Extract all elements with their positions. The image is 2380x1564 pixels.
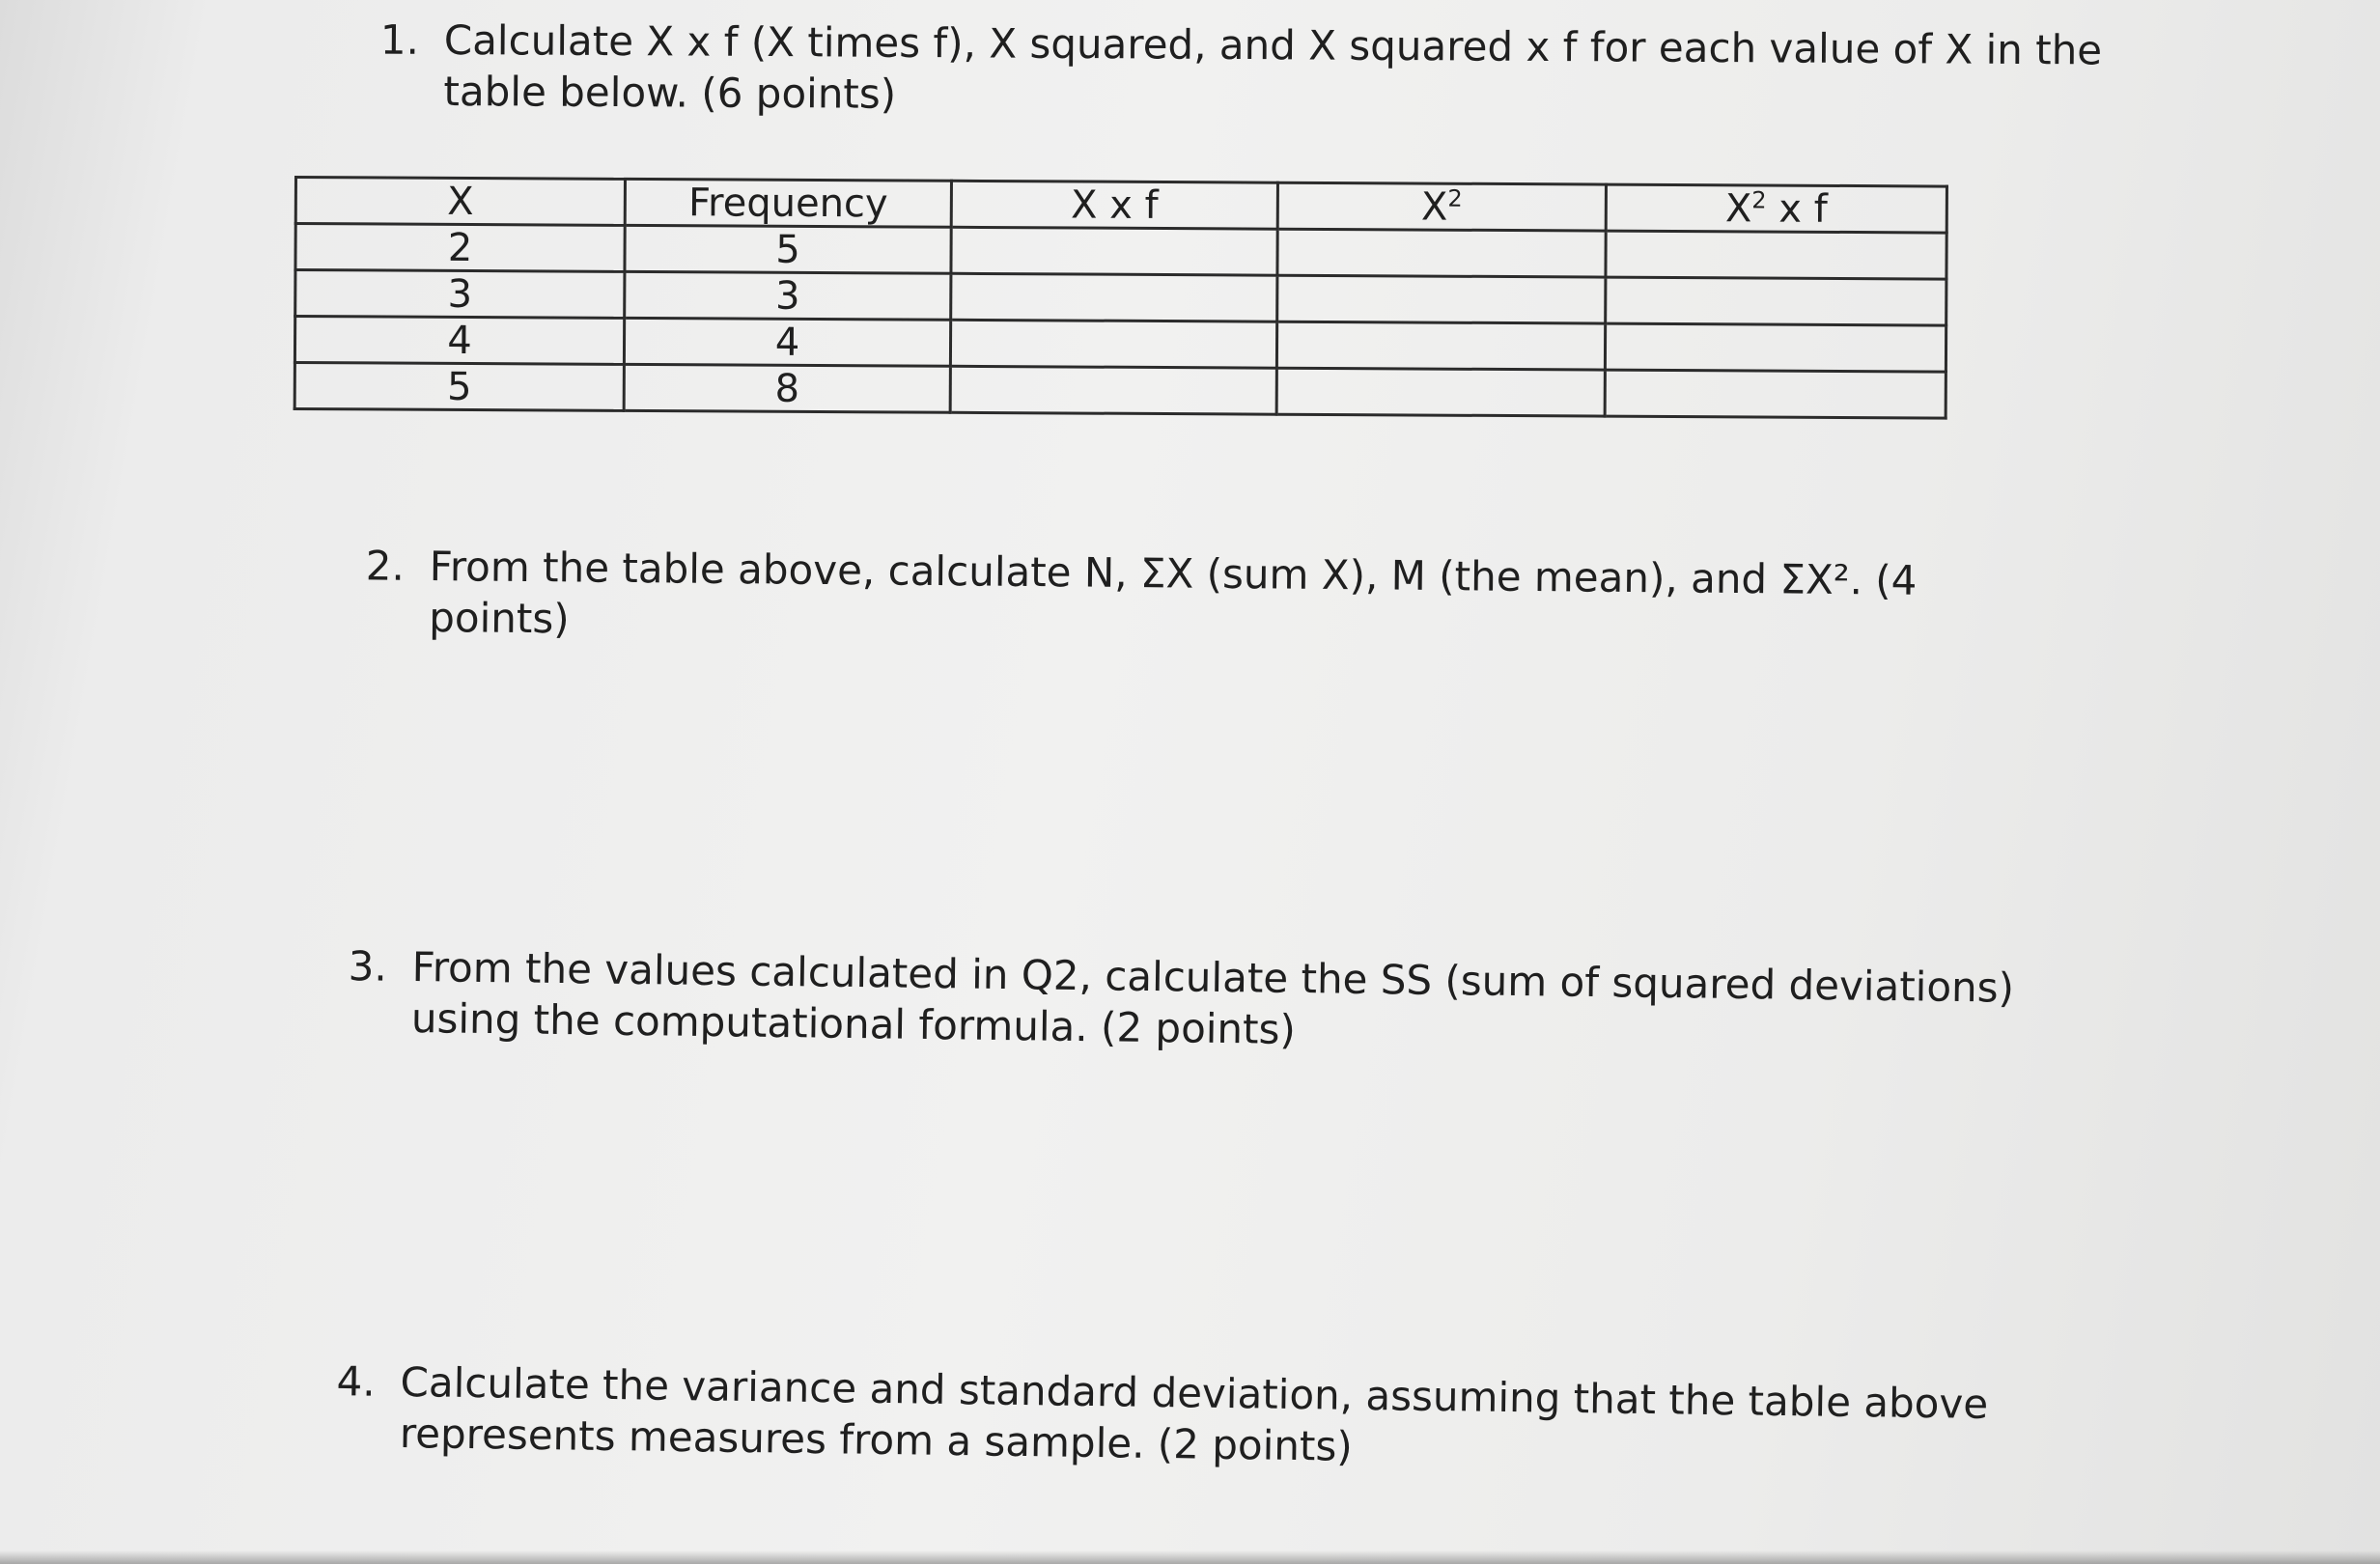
cell-x: 3	[295, 270, 625, 319]
cell-frequency: 4	[624, 318, 950, 366]
header-x-times-f: X x f	[951, 181, 1277, 229]
header-x: X	[295, 178, 625, 226]
cell-x-times-f	[951, 273, 1277, 321]
question-3	[348, 941, 2131, 1066]
header-x-squared-exponent: 2	[1447, 184, 1463, 212]
cell-frequency: 3	[625, 271, 951, 320]
question-text: Calculate X x f (X times f), X squared, and X squared x f for each value of X in the table below. (6 points)	[443, 15, 2103, 118]
cell-x-times-f	[951, 227, 1277, 275]
cell-x-squared	[1277, 275, 1606, 323]
header-x-squared-f-base: X	[1724, 185, 1752, 231]
cell-x-squared-times-f	[1605, 370, 1946, 418]
question-2	[365, 541, 2013, 658]
question-4	[336, 1356, 2139, 1483]
header-x-squared	[1277, 182, 1606, 231]
page-edge-shadow	[0, 1550, 2380, 1564]
question-number: 1.	[379, 15, 420, 64]
cell-x-squared	[1276, 321, 1605, 370]
cell-frequency: 8	[624, 364, 950, 412]
cell-x-squared-times-f	[1605, 323, 1946, 372]
question-text: From the table above, calculate N, ΣX (sum X), M (the mean), and ΣX². (4 points)	[429, 542, 1918, 643]
header-x-squared-f-exponent: 2	[1751, 185, 1767, 214]
cell-x-squared-times-f	[1606, 231, 1946, 279]
cell-x-times-f	[950, 366, 1276, 414]
cell-x-times-f	[950, 320, 1276, 368]
cell-x: 2	[295, 224, 625, 272]
cell-x-squared	[1276, 368, 1605, 416]
frequency-table	[294, 176, 1948, 420]
table-row	[294, 363, 1946, 419]
question-number: 4.	[336, 1357, 377, 1406]
header-x-squared-f-tail: x f	[1766, 186, 1828, 232]
question-text: Calculate the variance and standard deviation, assuming that the table above represents measures from a sample. (2 points)	[399, 1357, 1989, 1470]
cell-x-squared	[1277, 229, 1606, 277]
cell-x-squared-times-f	[1606, 277, 1946, 325]
cell-x: 4	[294, 317, 624, 365]
question-number: 3.	[348, 942, 388, 991]
header-x-squared-times-f	[1606, 184, 1946, 233]
question-text: From the values calculated in Q2, calculate the SS (sum of squared deviations) using the computational formula. (2 points)	[410, 942, 2015, 1053]
cell-x: 5	[294, 363, 624, 411]
question-number: 2.	[365, 542, 406, 590]
header-x-squared-base: X	[1420, 184, 1448, 230]
cell-frequency: 5	[625, 225, 951, 273]
header-frequency: Frequency	[625, 179, 951, 227]
question-1	[379, 14, 2105, 127]
